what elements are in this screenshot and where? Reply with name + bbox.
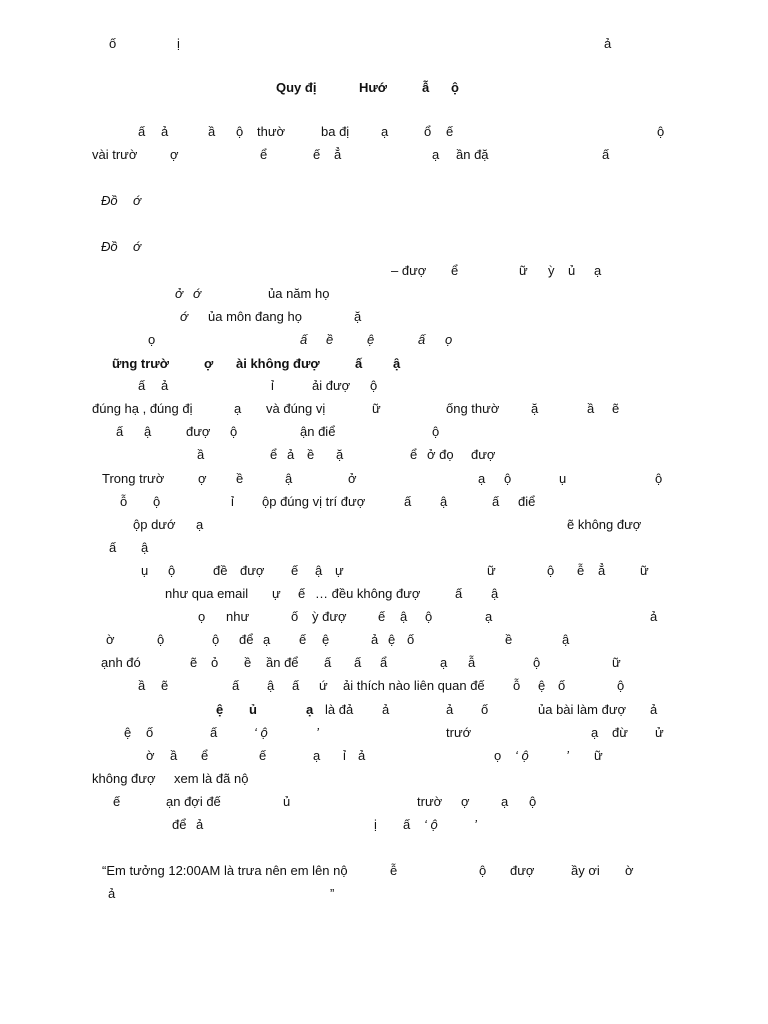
text-fragment: ả — [108, 886, 116, 901]
text-fragment: ộ — [529, 794, 537, 809]
text-fragment: ộ — [236, 124, 244, 139]
text-fragment: ộ — [655, 471, 663, 486]
text-fragment: ải thích nào liên quan đế — [343, 678, 485, 693]
text-fragment: ọ — [198, 609, 206, 624]
text-fragment: ộ — [425, 609, 433, 624]
text-fragment: ề — [236, 471, 244, 486]
text-fragment: ầ — [138, 678, 146, 693]
text-fragment: ững trườ — [112, 356, 169, 371]
text-fragment: ố — [109, 36, 117, 51]
text-fragment: ẳ — [334, 147, 342, 162]
text-fragment: ứ — [319, 678, 328, 693]
text-fragment: ải đượ — [312, 378, 351, 393]
text-fragment: ầ — [170, 748, 178, 763]
text-fragment: ộ — [533, 655, 541, 670]
text-fragment: ận điể — [300, 424, 336, 439]
text-fragment: ặ — [336, 447, 344, 462]
text-fragment: ể — [201, 748, 209, 763]
text-fragment: ổ — [424, 124, 432, 139]
text-fragment: ’ — [316, 725, 319, 740]
text-fragment: ạ — [591, 725, 599, 740]
text-fragment: ả — [650, 702, 658, 717]
text-fragment: ậ — [491, 586, 499, 601]
text-fragment: ạ — [234, 401, 242, 416]
text-fragment: ầy ơi — [571, 863, 600, 878]
text-fragment: ỉ — [343, 748, 346, 763]
text-fragment: ớ — [193, 286, 201, 301]
text-fragment: ấ — [138, 124, 146, 139]
text-fragment: ữ — [487, 563, 496, 578]
text-fragment: ộ — [657, 124, 665, 139]
text-fragment: ậ — [315, 563, 323, 578]
text-fragment: để — [172, 817, 187, 832]
text-fragment: ử — [655, 725, 664, 740]
text-fragment: đề — [213, 563, 228, 578]
text-fragment: ố — [146, 725, 154, 740]
text-fragment: và đúng vị — [266, 401, 326, 416]
text-fragment: ữ — [640, 563, 649, 578]
text-fragment: ỳ — [548, 263, 555, 278]
text-fragment: ’ — [566, 748, 569, 763]
text-fragment: ạ — [440, 655, 448, 670]
text-fragment: … đều không đượ — [315, 586, 421, 601]
text-fragment: ữ — [594, 748, 603, 763]
text-fragment: trướ — [446, 725, 472, 740]
text-fragment: ấ — [210, 725, 218, 740]
text-fragment: – đượ — [391, 263, 427, 278]
text-fragment: ạ — [196, 517, 204, 532]
text-fragment: ấ — [404, 494, 412, 509]
text-fragment: ệ — [216, 702, 224, 717]
text-fragment: ấ — [418, 332, 426, 347]
text-fragment: ạ — [263, 632, 271, 647]
text-fragment: ả — [287, 447, 295, 462]
text-fragment: ệ — [367, 332, 375, 347]
text-fragment: ế — [291, 563, 299, 578]
text-fragment: ị — [374, 817, 377, 832]
text-fragment: ớ — [133, 239, 141, 254]
text-fragment: ‘ ộ — [515, 748, 529, 763]
text-fragment: ỗ — [513, 678, 521, 693]
text-fragment: ‘ ộ — [424, 817, 438, 832]
text-fragment: ế — [313, 147, 321, 162]
text-fragment: ữ — [372, 401, 381, 416]
text-fragment: ữ — [519, 263, 528, 278]
text-fragment: ‘ ộ — [254, 725, 268, 740]
text-fragment: ài không đượ — [236, 356, 320, 371]
text-fragment: ớ — [133, 193, 141, 208]
text-fragment: ủa môn đang họ — [208, 309, 302, 324]
text-fragment: ẽ — [612, 401, 620, 416]
text-fragment: ủ — [568, 263, 576, 278]
text-fragment: ữ — [612, 655, 621, 670]
text-fragment: ậ — [562, 632, 570, 647]
text-fragment: ỗ — [120, 494, 128, 509]
text-fragment: ế — [299, 632, 307, 647]
text-fragment: là đả — [325, 702, 354, 717]
text-fragment: ờ — [146, 748, 155, 763]
text-fragment: ạ — [501, 794, 509, 809]
text-fragment: ề — [307, 447, 315, 462]
text-fragment: ọ — [148, 332, 156, 347]
text-fragment: ủ — [249, 702, 257, 717]
text-fragment: ậ — [400, 609, 408, 624]
text-fragment: ề — [326, 332, 334, 347]
text-fragment: ợ — [461, 794, 470, 809]
text-fragment: ấ — [602, 147, 610, 162]
text-fragment: đượ — [240, 563, 265, 578]
text-fragment: ị — [177, 36, 180, 51]
text-fragment: ần đặ — [456, 147, 489, 162]
text-fragment: ấ — [300, 332, 308, 347]
text-fragment: ả — [604, 36, 612, 51]
text-fragment: ấ — [292, 678, 300, 693]
text-fragment: ộp đúng vị trí đượ — [262, 494, 366, 509]
text-fragment: không đượ — [92, 771, 156, 786]
text-fragment: ả — [358, 748, 366, 763]
text-fragment: ấ — [455, 586, 463, 601]
text-fragment: ạ — [306, 702, 314, 717]
text-fragment: đúng hạ , đúng đị — [92, 401, 193, 416]
text-fragment: ộ — [168, 563, 176, 578]
text-fragment: ờ — [106, 632, 115, 647]
text-fragment: ống thườ — [446, 401, 500, 416]
text-fragment: Trong trườ — [102, 471, 165, 486]
text-fragment: ỏ — [211, 655, 219, 670]
text-fragment: ế — [113, 794, 121, 809]
text-fragment: ẳ — [598, 563, 606, 578]
text-fragment: ự — [272, 586, 281, 601]
text-fragment: ả — [371, 632, 379, 647]
text-fragment: ẩ — [380, 655, 388, 670]
text-fragment: ấ — [355, 356, 363, 371]
text-fragment: ố — [291, 609, 299, 624]
text-fragment: ợ — [170, 147, 179, 162]
text-fragment: ủ — [283, 794, 291, 809]
text-fragment: ẽ không đượ — [567, 517, 642, 532]
text-fragment: ạnh đó — [101, 655, 141, 670]
text-fragment: ả — [161, 124, 169, 139]
text-fragment: ệ — [322, 632, 330, 647]
text-fragment: ẽ — [190, 655, 198, 670]
text-fragment: ả — [382, 702, 390, 717]
text-fragment: ộ — [617, 678, 625, 693]
text-fragment: ạ — [485, 609, 493, 624]
text-fragment: ấ — [354, 655, 362, 670]
text-fragment: ả — [161, 378, 169, 393]
text-fragment: ặ — [354, 309, 362, 324]
text-fragment: ộp dướ — [133, 517, 176, 532]
text-fragment: ậ — [440, 494, 448, 509]
text-fragment: ạ — [381, 124, 389, 139]
text-fragment: ộ — [212, 632, 220, 647]
text-fragment: ế — [378, 609, 386, 624]
text-fragment: trườ — [417, 794, 443, 809]
text-fragment: ế — [446, 124, 454, 139]
text-fragment: ấ — [492, 494, 500, 509]
text-fragment: ể — [260, 147, 268, 162]
text-fragment: ộ — [157, 632, 165, 647]
text-fragment: ệ — [388, 632, 396, 647]
text-fragment: ấ — [232, 678, 240, 693]
text-fragment: ấ — [138, 378, 146, 393]
text-fragment: ộ — [547, 563, 555, 578]
text-fragment: ấ — [109, 540, 117, 555]
text-fragment: Đồ — [101, 193, 118, 208]
text-fragment: ế — [259, 748, 267, 763]
text-fragment: ả — [446, 702, 454, 717]
text-fragment: ề — [505, 632, 513, 647]
text-fragment: ấ — [403, 817, 411, 832]
text-fragment: ố — [407, 632, 415, 647]
text-fragment: ụ — [141, 563, 149, 578]
text-fragment: ẫ — [468, 655, 476, 670]
text-fragment: ộ — [504, 471, 512, 486]
text-fragment: vài trườ — [92, 147, 138, 162]
text-fragment: Hướ — [359, 80, 388, 95]
text-fragment: ậ — [144, 424, 152, 439]
text-fragment: đượ — [471, 447, 496, 462]
text-fragment: ọ — [445, 332, 453, 347]
text-fragment: ậ — [285, 471, 293, 486]
text-fragment: ạ — [432, 147, 440, 162]
text-fragment: ễ — [390, 863, 398, 878]
text-fragment: ạ — [478, 471, 486, 486]
text-fragment: ạn đợi đế — [166, 794, 221, 809]
text-fragment: ậ — [393, 356, 401, 371]
text-fragment: ” — [330, 886, 335, 901]
text-fragment: ặ — [531, 401, 539, 416]
text-fragment: ần để — [266, 655, 299, 670]
text-fragment: ầ — [587, 401, 595, 416]
text-fragment: ở — [348, 471, 357, 486]
text-fragment: đượ — [510, 863, 535, 878]
text-fragment: ề — [244, 655, 252, 670]
text-fragment: ụ — [559, 471, 567, 486]
text-fragment: ể — [410, 447, 418, 462]
text-fragment: ố — [558, 678, 566, 693]
text-fragment: ệ — [124, 725, 132, 740]
text-fragment: ấ — [116, 424, 124, 439]
text-fragment: ủa bài làm đượ — [538, 702, 627, 717]
text-fragment: như qua email — [165, 586, 249, 601]
text-fragment: ả — [196, 817, 204, 832]
text-fragment: ế — [298, 586, 306, 601]
text-fragment: ẫ — [422, 80, 430, 95]
text-fragment: Đồ — [101, 239, 118, 254]
text-fragment: ố — [481, 702, 489, 717]
text-fragment: ỳ đượ — [312, 609, 347, 624]
text-fragment: ộ — [370, 378, 378, 393]
text-fragment: xem là đã nộ — [174, 771, 249, 786]
text-fragment: ẽ — [161, 678, 169, 693]
text-fragment: đượ — [186, 424, 211, 439]
text-fragment: “Em tưởng 12:00AM là trưa nên em lên nộ — [102, 863, 348, 878]
text-fragment: để — [239, 632, 254, 647]
text-fragment: ủa năm họ — [268, 286, 330, 301]
text-fragment: ấ — [324, 655, 332, 670]
text-fragment: ỉ — [271, 378, 274, 393]
text-fragment: ợ — [198, 471, 207, 486]
text-fragment: ộ — [230, 424, 238, 439]
text-fragment: ờ — [625, 863, 634, 878]
text-fragment: như — [226, 609, 250, 624]
text-fragment: ể — [270, 447, 278, 462]
text-fragment: ở đọ — [427, 447, 454, 462]
text-fragment: thườ — [257, 124, 286, 139]
text-fragment: đừ — [612, 725, 628, 740]
text-fragment: ộ — [451, 80, 459, 95]
text-fragment: ễ — [577, 563, 585, 578]
text-fragment: ậ — [267, 678, 275, 693]
text-fragment: ạ — [594, 263, 602, 278]
text-fragment: ả — [650, 609, 658, 624]
text-fragment: điể — [518, 494, 536, 509]
text-fragment: ậ — [141, 540, 149, 555]
text-fragment: ể — [451, 263, 459, 278]
text-fragment: ộ — [153, 494, 161, 509]
text-fragment: ầ — [208, 124, 216, 139]
text-fragment: ớ — [180, 309, 188, 324]
text-fragment: Quy đị — [276, 80, 317, 95]
text-fragment: ọ — [494, 748, 502, 763]
text-fragment: ở — [175, 286, 183, 301]
text-fragment: ’ — [474, 817, 477, 832]
text-fragment: ự — [335, 563, 344, 578]
text-fragment: ầ — [197, 447, 205, 462]
text-fragment: ộ — [479, 863, 487, 878]
text-fragment: ba đị — [321, 124, 350, 139]
text-fragment: ỉ — [231, 494, 234, 509]
text-fragment: ợ — [204, 356, 214, 371]
text-fragment: ệ — [538, 678, 546, 693]
text-fragment: ộ — [432, 424, 440, 439]
text-fragment: ạ — [313, 748, 321, 763]
